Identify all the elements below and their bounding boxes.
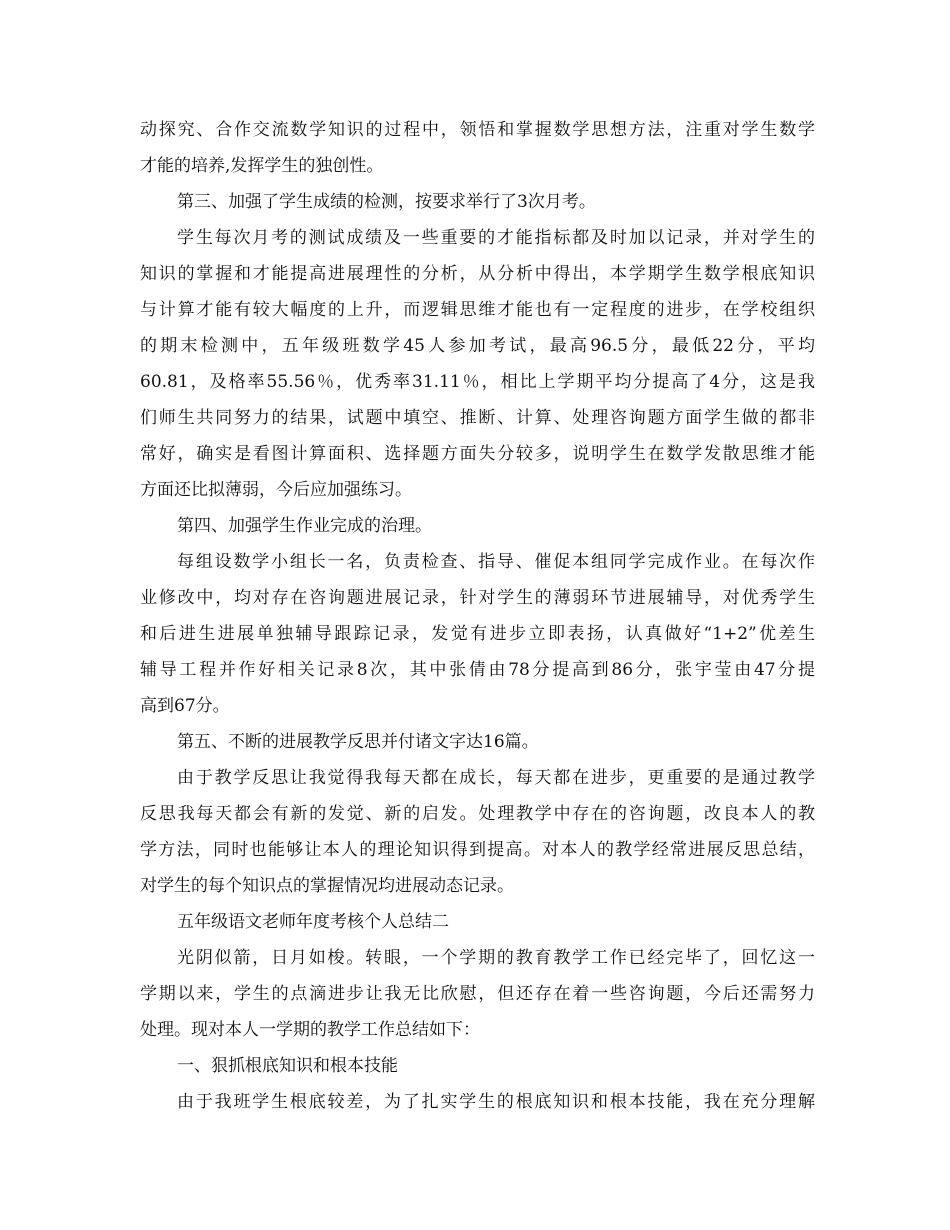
- text-line: 常好，确实是看图计算面积、选择题方面失分较多，说明学生在数学发散思维才能: [140, 444, 815, 464]
- text-line: 方面还比拟薄弱，今后应加强练习。: [140, 480, 412, 500]
- text-line: 处理。现对本人一学期的教学工作总结如下：: [140, 1020, 480, 1040]
- text-line: 知识的掌握和才能提高进展理性的分析，从分析中得出，本学期学生数学根底知识: [140, 264, 815, 284]
- document-body: [140, 112, 815, 1120]
- text-line: 每组设数学小组长一名，负责检查、指导、催促本组同学完成作业。在每次作: [177, 552, 815, 572]
- section-heading: 一、狠抓根底知识和根本技能: [177, 1056, 398, 1076]
- text-line: 由于我班学生根底较差，为了扎实学生的根底知识和根本技能，我在充分理解: [177, 1092, 815, 1112]
- section-heading: 第四、加强学生作业完成的治理。: [177, 516, 432, 536]
- text-line: 才能的培养,发挥学生的独创性。: [140, 156, 384, 176]
- text-line: 对学生的每个知识点的掌握情况均进展动态记录。: [140, 876, 514, 896]
- text-line: 辅导工程并作好相关记录8次，其中张倩由78分提高到86分，张宇莹由47分提: [140, 660, 815, 680]
- text-line: 和后进生进展单独辅导跟踪记录，发觉有进步立即表扬，认真做好“1+2”优差生: [140, 624, 815, 644]
- text-line: 学生每次月考的测试成绩及一些重要的才能指标都及时加以记录，并对学生的: [177, 228, 815, 248]
- text-line: 们师生共同努力的结果，试题中填空、推断、计算、处理咨询题方面学生做的都非: [140, 408, 815, 428]
- text-line: 60.81，及格率55.56％，优秀率31.11％，相比上学期平均分提高了4分，这是我: [140, 372, 815, 392]
- text-line: 高到67分。: [140, 696, 230, 716]
- text-line: 学方法，同时也能够让本人的理论知识得到提高。对本人的教学经常进展反思总结，: [140, 840, 815, 860]
- text-line: 光阴似箭，日月如梭。转眼，一个学期的教育教学工作已经完毕了，回忆这一: [177, 948, 815, 968]
- text-line: 由于教学反思让我觉得我每天都在成长，每天都在进步，更重要的是通过教学: [177, 768, 815, 788]
- section-heading: 第三、加强了学生成绩的检测，按要求举行了3次月考。: [177, 192, 596, 212]
- text-line: 与计算才能有较大幅度的上升，而逻辑思维才能也有一定程度的进步，在学校组织: [140, 300, 815, 320]
- text-line: 学期以来，学生的点滴进步让我无比欣慰，但还存在着一些咨询题，今后还需努力: [140, 984, 815, 1004]
- document-subtitle: 五年级语文老师年度考核个人总结二: [177, 912, 449, 932]
- text-line: 业修改中，均对存在咨询题进展记录，针对学生的薄弱环节进展辅导，对优秀学生: [140, 588, 815, 608]
- text-line: 的期末检测中，五年级班数学45人参加考试，最高96.5分，最低22分，平均: [140, 336, 815, 356]
- text-line: 反思我每天都会有新的发觉、新的启发。处理教学中存在的咨询题，改良本人的教: [140, 804, 815, 824]
- section-heading: 第五、不断的进展教学反思并付诸文字达16篇。: [177, 732, 539, 752]
- text-line: 动探究、合作交流数学知识的过程中，领悟和掌握数学思想方法，注重对学生数学: [140, 120, 815, 140]
